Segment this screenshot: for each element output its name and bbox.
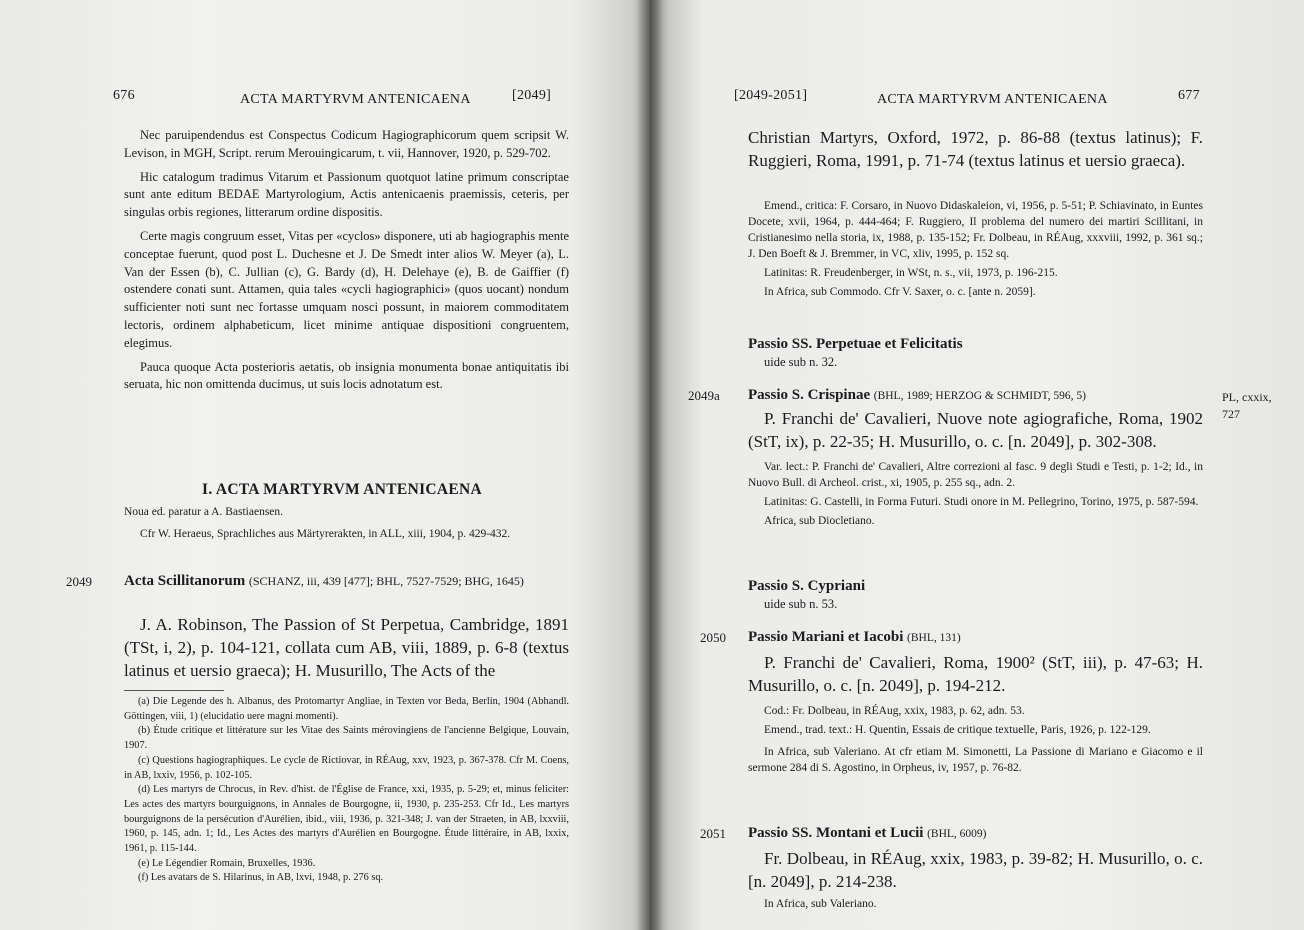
left-page-number: 676 [113,88,135,103]
scillitani-notes [748,198,1203,300]
crispina-latinitas: Latinitas: G. Castelli, in Forma Futuri. Studi onore in M. Pellegrino, Torino, 1975, p. 587-594. [764,496,1199,508]
crispina-side-ref: PL, cxxix, 727 [1222,390,1272,421]
entry-number-2049a: 2049a [688,388,720,403]
footnote-f: (f) Les avatars de S. Hilarinus, in AB, lxvi, 1948, p. 276 sq. [138,872,384,884]
footnote-b: (b) Étude critique et littérature sur les Vitae des Saints mérovingiens de l'ancienne Belgique, Louvain, 1907. [124,725,569,752]
entry-number-2051: 2051 [700,826,726,841]
crispina-var-lect: Var. lect.: P. Franchi de' Cavalieri, Altre correzioni al fasc. 9 degli Studi e Testi, p. 1-2; Id., in Nuovo Bull. di Archeol. crist., xi, 1905, p. 255 sq., adn. 2. [748,461,1203,489]
montani-title: Passio SS. Montani et Lucii [748,825,924,841]
footnote-a: (a) Die Legende des h. Albanus, des Protomartyr Angliae, in Texten vor Beda, Berlin, 1904 (Abhandl. Göttingen, viii, 1) (elucidatio uere magni momenti). [124,696,569,722]
crispina-body: P. Franchi de' Cavalieri, Nuove note agiografiche, Roma, 1902 (StT, ix), p. 22-35; H. Musurillo, o. c. [n. 2049], p. 302-308. [748,409,1203,451]
cyprian-ref: uide sub n. 53. [764,597,838,611]
footnote-c: (c) Questions hagiographiques. Le cycle de Rictiovar, in RÉAug, xxv, 1923, p. 367-378. Cfr M. Coens, in AB, lxxiv, 1956, p. 102-105. [124,754,569,781]
section-title: I. ACTA MARTYRVM ANTENICAENA [202,481,483,498]
latinitas-1: Latinitas: R. Freudenberger, in WSt, n. s., vii, 1973, p. 196-215. [764,267,1058,279]
mariani-heading [748,627,1203,648]
right-header-range: [2049-2051] [734,88,808,103]
intro-paragraph-4: Pauca quoque Acta posterioris aetatis, ob insignia monumenta bonae antiquitatis ibi seruata, hic non omittenda ducimus, ut suis locis adnotatum est. [124,359,569,392]
footnotes [124,695,569,886]
intro-paragraph-2: Hic catalogum tradimus Vitarum et Passionum quotquot latine primum conscriptae sunt ante editum BEDAE Martyrologium, Actis antenicaenis praemissis, ceteris, per singulas orbis regiones, litterarum ordine dispositis. [124,169,569,220]
right-running-title: ACTA MARTYRVM ANTENICAENA [877,92,1108,107]
right-page-number: 677 [1178,88,1200,103]
montani-refs: (BHL, 6009) [927,828,987,840]
cyprian-title: Passio S. Cypriani [748,578,866,594]
entry-number-2049: 2049 [66,574,92,589]
left-intro-text [124,127,569,394]
intro-paragraph-1: Nec paruipendendus est Conspectus Codicum Hagiographicorum quem scripsit W. Levison, in MGH, Script. rerum Merouingicarum, t. vii, Hannover, 1920, p. 529-702. [124,128,569,160]
footnote-separator [124,690,224,691]
continuation-text: Christian Martyrs, Oxford, 1972, p. 86-88 (textus latinus); F. Ruggieri, Roma, 1991, p. 71-74 (textus latinus et uersio graeca). [748,128,1203,170]
noua-ed-note: Noua ed. paratur a A. Bastiaensen. [124,506,284,518]
perpetua-title: Passio SS. Perpetuae et Felicitatis [748,336,963,352]
montani-africa: In Africa, sub Valeriano. [764,898,877,910]
montani-body-block [748,847,1203,912]
mariani-africa: In Africa, sub Valeriano. At cfr etiam M. Simonetti, La Passione di Mariano e Giacomo e il sermone 284 di S. Agostino, in Orpheus, iv, 1957, p. 76-82. [748,746,1203,774]
crispina-title: Passio S. Crispinae [748,387,871,403]
intro-paragraph-3: Certe magis congruum esset, Vitas per «cyclos» disponere, uti ab hagiographis mente conceptae fuerunt, quod post L. Duchesne et J. De Smedt inter alios W. Meyer (a), L. Van der Essen (b), C. Jullian (c), G. Bardy (d), H. Delehaye (e), B. de Gaiffier (f) ostendere conati sunt. Attamen, quia tales «cycli hagiographici» (quos uocant) nondum sufficienter noti sunt nec fortasse umquam nosci possunt, in maiorem commoditatem lectoris, ordinem alphabeticum, licet minime antiquae dispositioni congruentem, elegimus. [124,228,569,350]
footnote-d: (d) Les martyrs de Chrocus, in Rev. d'hist. de l'Église de France, xxi, 1935, p. 5-29; et, minus feliciter: Les actes des martyrs bourguignons, in Annales de Bourgogne, ii, 1930, p. 235-253. Cfr Id., Les martyrs bourguignons de la persécution d'Aurélien, ibid., viii, 1936, p. 321-348; J. van der Straeten, in AB, lxxviii, 1960, p. 145, adn. 1; Id., Les Actes des martyrs d'Aurélien en Bourgogne. Étude littéraire, in AB, lxxix, 1961, p. 115-144. [124,784,569,855]
emend-critica: Emend., critica: F. Corsaro, in Nuovo Didaskaleion, vi, 1956, p. 5-51; P. Schiavinato, in Euntes Docete, xvii, 1964, p. 444-464; F. Ruggiero, Il problema del numero dei martiri Scillitani, in Cristianesimo nella storia, ix, 1988, p. 135-152; Fr. Dolbeau, in RÉAug, xxxviii, 1992, p. 361 sq.; J. Den Boeft & J. Bremmer, in VC, xliv, 1995, p. 152 sq. [748,200,1203,260]
left-header-range: [2049] [512,88,552,103]
africa-commodo: In Africa, sub Commodo. Cfr V. Saxer, o. c. [ante n. 2059]. [764,286,1036,298]
mariani-body: P. Franchi de' Cavalieri, Roma, 1900² (StT, iii), p. 47-63; H. Musurillo, o. c. [n. 2049], p. 194-212. [748,653,1203,695]
montani-heading [748,823,1203,844]
right-page [650,0,1304,930]
book-gutter [636,0,664,930]
entry-2049-title: Acta Scillitanorum [124,573,246,589]
cfr-note: Cfr W. Heraeus, Sprachliches aus Märtyrerakten, in ALL, xiii, 1904, p. 429-432. [140,528,511,540]
mariani-cod: Cod.: Fr. Dolbeau, in RÉAug, xxix, 1983, p. 62, adn. 53. [764,705,1025,717]
entry-2049-refs: (SCHANZ, iii, 439 [477]; BHL, 7527-7529; BHG, 1645) [248,574,524,588]
perpetua-entry [748,334,1203,370]
mariani-title: Passio Mariani et Iacobi [748,629,904,645]
crispina-body-block [748,407,1203,529]
left-running-title: ACTA MARTYRVM ANTENICAENA [240,92,471,107]
crispina-heading [748,385,1203,406]
mariani-emend: Emend., trad. text.: H. Quentin, Essais de critique textuelle, Paris, 1926, p. 122-129. [764,724,1151,736]
entry-2049-body: J. A. Robinson, The Passion of St Perpetua, Cambridge, 1891 (TSt, i, 2), p. 104-121, collata cum AB, viii, 1889, p. 6-8 (textus latinus et uersio graeca); H. Musurillo, The Acts of the [124,615,569,680]
entry-2049-heading [124,571,569,591]
left-page [0,0,650,930]
crispina-refs: (BHL, 1989; HERZOG & SCHMIDT, 596, 5) [873,390,1086,402]
entry-2049-body-block [124,613,569,682]
footnote-e: (e) Le Légendier Romain, Bruxelles, 1936. [138,857,316,869]
crispina-africa: Africa, sub Diocletiano. [764,515,875,527]
section-notes [124,504,569,542]
entry-number-2050: 2050 [700,630,726,645]
continuation-block [748,126,1203,172]
mariani-refs: (BHL, 131) [907,632,961,644]
cyprian-entry [748,576,1203,612]
mariani-body-block [748,651,1203,776]
montani-body: Fr. Dolbeau, in RÉAug, xxix, 1983, p. 39-82; H. Musurillo, o. c. [n. 2049], p. 214-238. [748,849,1203,891]
perpetua-ref: uide sub n. 32. [764,355,838,369]
